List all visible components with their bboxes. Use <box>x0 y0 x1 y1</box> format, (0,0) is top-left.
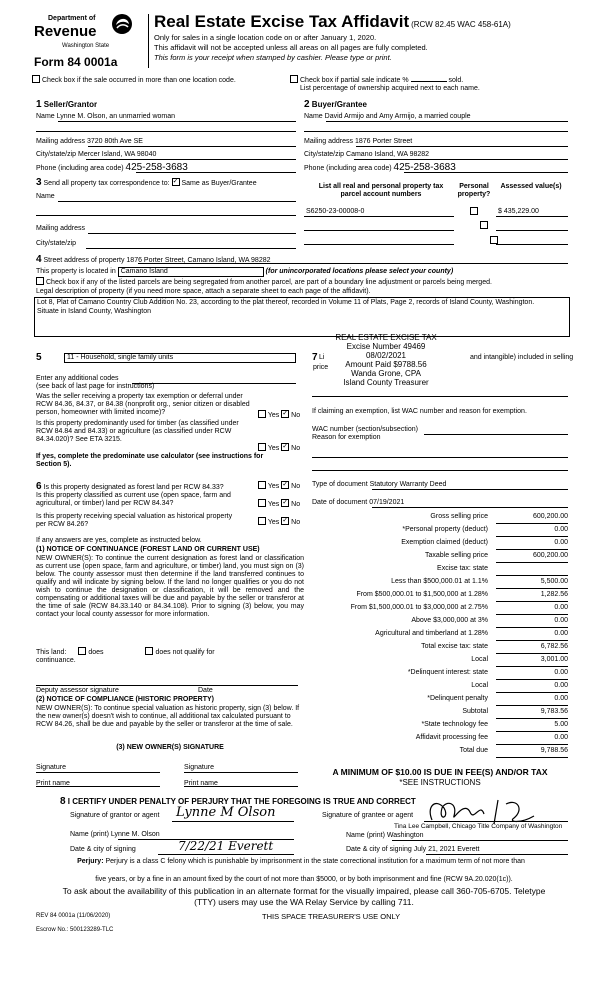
tax-row <box>310 591 568 603</box>
tax-row <box>310 552 568 564</box>
alt-format-1: To ask about the availability of this publication in an alternate format for the visually impaired, please call 360-705-6705. Teletype <box>62 886 546 896</box>
section6-q1: 6 Is this property designated as forest land per RCW 84.33? <box>36 481 224 492</box>
segregated-row: Check box if any of the listed parcels are being segregated from another parcel, are part of a boundary line adjustment or parcels being merged. <box>36 278 492 287</box>
certify-row: 8 I CERTIFY UNDER PENALTY OF PERJURY THAT THE FOREGOING IS TRUE AND CORRECT <box>60 796 416 807</box>
tax-row-amount[interactable]: 0.00 <box>496 526 568 537</box>
grantor-date-city[interactable]: 7/22/21 Everett <box>178 839 274 853</box>
section3-city-label: City/state/zip <box>36 240 77 247</box>
tax-row <box>310 721 568 733</box>
notice2-body: NEW OWNER(S): To continue special valuation as historic property, sign (3) below. If the new owner(s) doesn't wish to continue, all additional tax calculated pursuant to RCW 84.26, shall be due and payable by the seller or transferor at the time of sale. <box>36 705 300 729</box>
seller-city[interactable]: Mercer Island, WA 98040 <box>78 151 157 158</box>
form-title-row <box>154 12 511 32</box>
section5-num: 5 <box>36 352 42 363</box>
alt-format-2: (TTY) users may use the WA Relay Service by calling 711. <box>194 897 414 907</box>
tax-row <box>310 604 568 616</box>
section3-name-label: Name <box>36 193 55 200</box>
grantee-print-name[interactable]: Washington <box>386 832 424 839</box>
tax-row-amount[interactable]: 5,500.00 <box>496 578 568 589</box>
section4-row: 4 Street address of property 1876 Porter Street, Camano Island, WA 98282 <box>36 254 271 265</box>
tax-row-label: Less than $500,000.01 at 1.1% <box>391 578 488 585</box>
personal-property-checkbox-3[interactable] <box>490 236 498 244</box>
tax-row-amount[interactable]: 0.00 <box>496 617 568 628</box>
grantor-date-label: Date & city of signing <box>70 846 136 853</box>
property-address[interactable]: 1876 Porter Street, Camano Island, WA 98282 <box>126 257 271 264</box>
section6-q2-no-checkbox[interactable]: ✓ <box>282 499 289 506</box>
deputy-label: Deputy assessor signature <box>36 687 119 694</box>
dor-logo <box>30 10 142 50</box>
stamp-line1: REAL ESTATE EXCISE TAX <box>335 333 437 342</box>
partial-sale-checkbox[interactable] <box>290 75 298 83</box>
tax-row <box>310 734 568 746</box>
tax-row-amount[interactable]: 0.00 <box>496 604 568 615</box>
dor-swirl-icon <box>110 12 134 36</box>
tax-row-amount[interactable]: 9,783.56 <box>496 708 568 719</box>
tax-row-label: Agricultural and timberland at 1.28% <box>375 630 488 637</box>
section6-q3-answer: Yes ✓ No <box>258 518 300 527</box>
legal-description-1: Lot 8, Plat of Camano Country Club Addition No. 23, according to the plat thereof, recorded in Volume 11 of Plats, Page 2, records of Island County, Washington. <box>37 299 535 306</box>
tax-row-amount[interactable]: 1,282.56 <box>496 591 568 602</box>
personal-property-checkbox-1[interactable] <box>470 207 478 215</box>
tax-row-amount[interactable]: 0.00 <box>496 734 568 745</box>
reason-label: Reason for exemption <box>312 434 381 441</box>
new-owner-print-label-1: Print name <box>36 780 70 787</box>
section5-q1-no-checkbox[interactable]: ✓ <box>282 410 289 417</box>
see-instructions: *SEE INSTRUCTIONS <box>399 778 481 787</box>
assessed-value[interactable]: $ 435,229.00 <box>498 208 539 215</box>
dept-line2: Revenue <box>34 23 97 40</box>
tax-row-amount[interactable]: 0.00 <box>496 630 568 641</box>
tax-row <box>310 617 568 629</box>
section7-text-a: Li <box>319 354 325 361</box>
tax-row-label: *Delinquent interest: state <box>407 669 488 676</box>
seller-name-row: Name Lynne M. Olson, an unmarried woman <box>36 113 176 120</box>
section6-q3-no-checkbox[interactable]: ✓ <box>282 517 289 524</box>
grantee-print-row: Name (print) Washington <box>346 832 424 839</box>
tax-row-amount[interactable]: 600,200.00 <box>496 552 568 563</box>
tax-row-label: Excise tax: state <box>437 565 488 572</box>
seller-mail[interactable]: 3720 80th Ave SE <box>86 138 143 145</box>
tax-row-label: Gross selling price <box>430 513 488 520</box>
minimum-due: A MINIMUM OF $10.00 IS DUE IN FEE(S) AND/OR TAX <box>332 767 548 777</box>
does-checkbox[interactable] <box>78 647 86 655</box>
additional-codes-label: Enter any additional codes <box>36 375 119 382</box>
header-sub3: This form is your receipt when stamped by cashier. Please type or print. <box>154 53 392 62</box>
perjury-text-2: five years, or by a fine in an amount fixed by the court of not more than $5000, or by both imprisonment and fine (RCW 9A.20.020(1c)). <box>95 876 513 883</box>
section6-q3-yes-checkbox[interactable] <box>258 517 266 525</box>
doc-date[interactable]: 07/19/2021 <box>369 499 405 506</box>
section5-q2-answer: Yes ✓ No <box>258 444 300 453</box>
seller-phone-row: Phone (including area code) 425-258-3683 <box>36 162 188 173</box>
multi-location-checkbox[interactable] <box>32 75 40 83</box>
notice3-title: (3) NEW OWNER(S) SIGNATURE <box>116 744 224 751</box>
buyer-city-row: City/state/zip Camano Island, WA 98282 <box>304 151 430 158</box>
personal-property-checkbox-2[interactable] <box>480 221 488 229</box>
header-sub2: This affidavit will not be accepted unless all areas on all pages are fully completed. <box>154 43 428 52</box>
section6-q1-no-checkbox[interactable]: ✓ <box>282 481 289 488</box>
land-use-select[interactable]: 11 - Household, single family units <box>64 353 296 363</box>
tax-row-amount[interactable]: 6,782.56 <box>496 643 568 654</box>
section7-text-c: and intangible) included in selling <box>470 354 574 361</box>
form-title: Real Estate Excise Tax Affidavit <box>154 12 410 31</box>
grantor-print-name[interactable]: Lynne M. Olson <box>110 831 160 838</box>
form-number: Form 84 0001a <box>34 55 118 69</box>
buyer-phone[interactable]: 425-258-3683 <box>393 162 456 173</box>
parcel-col-header: List all real and personal property tax parcel account numbers <box>318 183 444 199</box>
grantor-signature[interactable]: Lynne M Olson <box>176 805 276 820</box>
tax-row-amount[interactable]: 0.00 <box>496 695 568 706</box>
section6-q2-yes-checkbox[interactable] <box>258 499 266 507</box>
multi-location-text: Check box if the sale occurred in more than one location code. <box>42 76 236 84</box>
section6-if-any: If any answers are yes, complete as instructed below. <box>36 537 202 544</box>
partial-sale-sub: List percentage of ownership acquired next to each name. <box>300 85 480 92</box>
seller-city-row: City/state/zip Mercer Island, WA 98040 <box>36 151 157 158</box>
parcel-number[interactable]: S6250-23-00008-0 <box>306 208 365 215</box>
partial-sale-sold: sold. <box>448 76 464 84</box>
seller-mail-row: Mailing address 3720 80th Ave SE <box>36 138 143 145</box>
buyer-mail[interactable]: 1876 Porter Street <box>354 138 413 145</box>
dept-line3: Washington State <box>62 43 110 49</box>
tax-row-label: Above $3,000,000 at 3% <box>411 617 488 624</box>
section5-q2-yes-checkbox[interactable] <box>258 443 266 451</box>
seller-name[interactable]: Lynne M. Olson, an unmarried woman <box>56 113 176 120</box>
does-not-checkbox[interactable] <box>145 647 153 655</box>
grantee-date-row: Date & city of signing July 21, 2021 Everett <box>346 846 480 853</box>
tax-row-amount[interactable]: 0.00 <box>496 539 568 550</box>
located-note: (for unincorporated locations please select your county) <box>265 268 454 275</box>
grantor-sig-label: Signature of grantor or agent <box>70 812 160 819</box>
section6-q2: Is this property classified as current use (open space, farm and agricultural, or timber) land per RCW 84.34? <box>36 492 231 508</box>
tax-row <box>310 682 568 694</box>
tax-row-label: Total excise tax: state <box>421 643 488 650</box>
tax-row-label: *State technology fee <box>421 721 488 728</box>
tax-row-label: Affidavit processing fee <box>415 734 488 741</box>
section6-q3: Is this property receiving special valuation as historical property per RCW 84.26? <box>36 513 233 529</box>
tax-row-label: Local <box>471 682 488 689</box>
notice2-title: (2) NOTICE OF COMPLIANCE (HISTORIC PROPERTY) <box>36 696 214 703</box>
doc-date-row: Date of document 07/19/2021 <box>312 499 405 506</box>
section6-q1-yes-checkbox[interactable] <box>258 481 266 489</box>
tax-row <box>310 578 568 590</box>
tax-row-amount[interactable]: 0.00 <box>496 682 568 693</box>
grantee-agent[interactable]: Tina Lee Campbell, Chicago Title Company of Washington <box>394 823 563 830</box>
stamp-line4: Amount Paid $9788.56 <box>345 360 427 369</box>
stamp-line6: Island County Treasurer <box>343 378 429 387</box>
notice1-title: (1) NOTICE OF CONTINUANCE (FOREST LAND OR CURRENT USE) <box>36 546 260 553</box>
buyer-name[interactable]: David Armijo and Amy Armijo, a married couple <box>324 113 471 120</box>
tax-row <box>310 643 568 655</box>
tax-row <box>310 539 568 551</box>
legal-description-2: Situate in Island County, Washington <box>37 308 152 316</box>
tax-row <box>310 656 568 668</box>
legal-label: Legal description of property (if you need more space, attach a separate sheet to each page of the affidavit). <box>36 288 371 295</box>
buyer-phone-row: Phone (including area code) 425-258-3683 <box>304 162 456 173</box>
located-row: This property is located in Camano Island (for unincorporated locations please select your county) <box>36 267 453 277</box>
notice1-body: NEW OWNER(S): To continue the current designation as forest land or classification as current use (open space, farm and agriculture, or timber) land, you must sign on (3) below. The county assessor must then determine if the land transferred continues to qualify and will indicate by signing below. If the land no longer qualifies or you do not wish to continue the designation or classification, it will be removed and the compensating or additional taxes will be due and payable by the seller or transferor at the time of sale (RCW 84.33.140 or 84.34.108). Prior to signing (3) below, you may contact your local county assessor for more information. <box>36 555 304 619</box>
dept-line1: Department of <box>48 15 96 22</box>
tax-row <box>310 630 568 642</box>
header-divider <box>148 14 149 68</box>
tax-row-amount[interactable]: 3,001.00 <box>496 656 568 667</box>
form-rcw: (RCW 82.45 WAC 458-61A) <box>411 20 511 29</box>
tax-row-amount[interactable]: 5.00 <box>496 721 568 732</box>
tax-row-label: From $1,500,000.01 to $3,000,000 at 2.75% <box>350 604 488 611</box>
section5-q2: Is this property predominantly used for timber (as classified under RCW 84.84 and 84.33) or agriculture (as classified under RCW 84.34.020)? See ETA 3215. <box>36 420 239 444</box>
tax-row-label: Subtotal <box>462 708 488 715</box>
section7-num: 7 <box>312 352 318 363</box>
tax-row-amount[interactable]: 0.00 <box>496 669 568 680</box>
partial-sale-check-row <box>290 76 463 85</box>
new-owner-print-label-2: Print name <box>184 780 218 787</box>
section5-q1-yes-checkbox[interactable] <box>258 410 266 418</box>
section3-row: 3 Send all property tax correspondence to: ✓ Same as Buyer/Grantee <box>36 177 257 188</box>
legal-description-box[interactable] <box>34 297 570 337</box>
multi-location-check-row <box>32 76 236 85</box>
section5-q2-no-checkbox[interactable]: ✓ <box>282 443 289 450</box>
section5-q1-answer: Yes ✓ No <box>258 411 300 420</box>
section6-q2-answer: Yes ✓ No <box>258 500 300 509</box>
buyer-heading: 2 Buyer/Grantee <box>304 99 367 110</box>
treasurer-stamp <box>318 333 454 387</box>
new-owner-sig-label-1: Signature <box>36 764 66 771</box>
seller-heading: 1 Seller/Grantor <box>36 99 98 110</box>
grantor-print-row: Name (print) Lynne M. Olson <box>70 831 160 838</box>
assessed-col-header: Assessed value(s) <box>500 183 562 190</box>
perjury-text: Perjury: Perjury is a class C felony which is punishable by imprisonment in the state correctional institution for a maximum term of not more than <box>77 858 525 865</box>
treasurer-use: THIS SPACE TREASURER'S USE ONLY <box>262 912 401 921</box>
buyer-mail-row: Mailing address 1876 Porter Street <box>304 138 413 145</box>
tax-row-label: *Delinquent penalty <box>427 695 488 702</box>
tax-row <box>310 747 568 759</box>
tax-row <box>310 565 568 577</box>
tax-row-label: *Personal property (deduct) <box>402 526 488 533</box>
tax-row <box>310 708 568 720</box>
seller-phone[interactable]: 425-258-3683 <box>125 162 188 173</box>
tax-row <box>310 513 568 525</box>
continuance-text: continuance. <box>36 657 76 664</box>
new-owner-sig-label-2: Signature <box>184 764 214 771</box>
tax-row-amount[interactable]: 600,200.00 <box>496 513 568 524</box>
located-select[interactable]: Camano Island <box>118 267 264 277</box>
tax-row-amount[interactable] <box>496 565 568 576</box>
section7-text-b: price <box>313 364 329 371</box>
section6-q1-answer: Yes ✓ No <box>258 482 300 491</box>
grantee-date-city[interactable]: July 21, 2021 Everett <box>413 846 480 853</box>
exemption-label: If claiming an exemption, list WAC number and reason for exemption. <box>312 408 527 415</box>
header-sub1: Only for sales in a single location code on or after January 1, 2020. <box>154 33 377 42</box>
rev-number: REV 84 0001a (11/06/2020) <box>36 913 111 919</box>
tax-row <box>310 669 568 681</box>
see-back-text: (see back of last page for instructions) <box>36 383 155 390</box>
buyer-city[interactable]: Camano Island, WA 98282 <box>346 151 430 158</box>
doc-type[interactable]: Statutory Warranty Deed <box>369 481 447 488</box>
stamp-line2: Excise Number 49469 <box>346 342 426 351</box>
section3-mail-label: Mailing address <box>36 225 86 232</box>
stamp-line5: Wanda Grone, CPA <box>351 369 421 378</box>
deputy-date-label: Date <box>198 687 213 694</box>
grantee-sig-label: Signature of grantee or agent <box>322 812 414 819</box>
section5-q1: Was the seller receiving a property tax exemption or deferral under RCW 84.36, 84.37, or 84.38 (nonprofit org., senior citizen or disabled person, homeowner with limited income)? <box>36 393 250 417</box>
tax-row <box>310 695 568 707</box>
partial-sale-text: Check box if partial sale indicate % <box>300 76 409 84</box>
segregated-checkbox[interactable] <box>36 277 44 285</box>
tax-row-label: From $500,000.01 to $1,500,000 at 1.28% <box>356 591 488 598</box>
tax-row-label: Total due <box>459 747 488 754</box>
wac-label: WAC number (section/subsection) <box>312 426 418 433</box>
tax-row-label: Exemption claimed (deduct) <box>401 539 488 546</box>
section5-if-yes: If yes, complete the predominate use calculator (see instructions for Section 5). <box>36 453 264 469</box>
tax-row-label: Local <box>471 656 488 663</box>
buyer-name-row: Name David Armijo and Amy Armijo, a married couple <box>304 113 471 120</box>
this-land-row: This land: does does not qualify for <box>36 648 215 656</box>
tax-row <box>310 526 568 538</box>
same-as-buyer-checkbox[interactable]: ✓ <box>172 178 179 186</box>
tax-row-amount[interactable]: 9,788.56 <box>496 747 568 758</box>
escrow-number: Escrow No.: 500123289-TLC <box>36 927 114 933</box>
personal-col-header: Personal property? <box>457 183 491 199</box>
tax-row-label: Taxable selling price <box>424 552 488 559</box>
doc-type-row: Type of document Statutory Warranty Deed <box>312 481 447 488</box>
stamp-line3: 08/02/2021 <box>365 351 407 360</box>
